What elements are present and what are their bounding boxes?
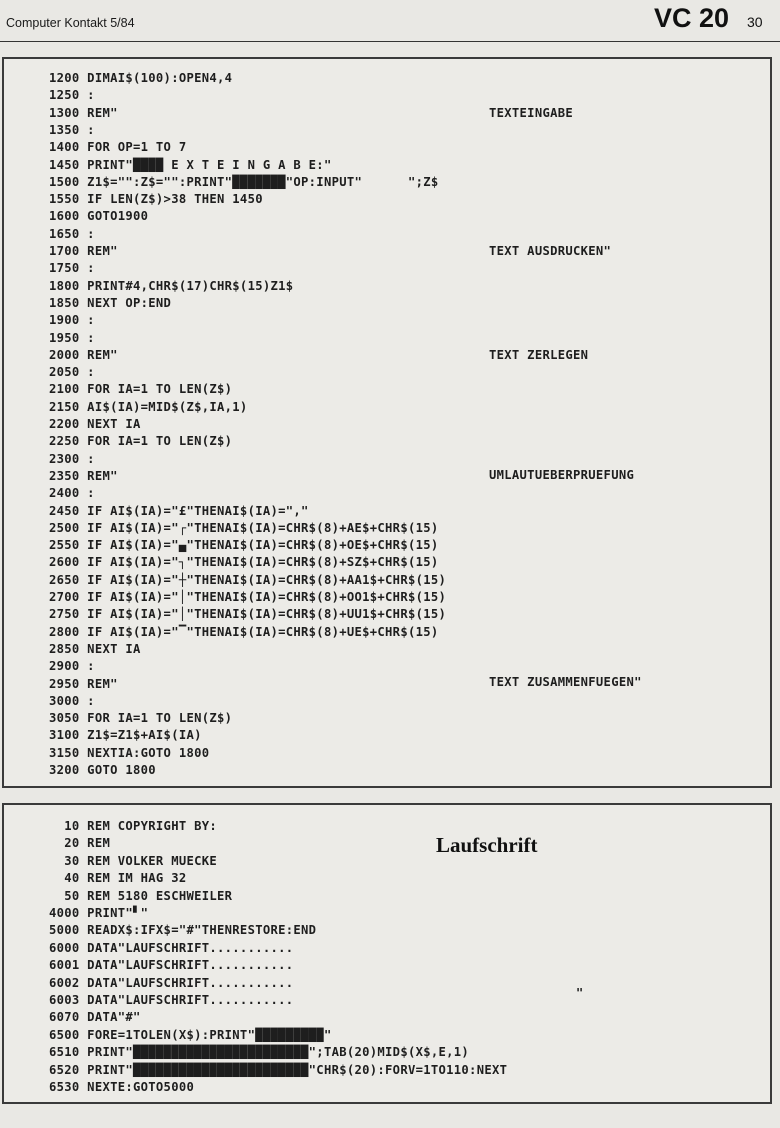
page-header — [0, 0, 780, 40]
code-line: 6002 DATA"LAUFSCHRIFT........... — [49, 975, 294, 990]
code-line: 3150 NEXTIA:GOTO 1800 — [49, 745, 210, 760]
code-line: 2300 : — [49, 451, 95, 466]
code-line: 50 REM 5180 ESCHWEILER — [49, 888, 233, 903]
code-line: 2050 : — [49, 365, 95, 380]
code-line: 1750 : — [49, 261, 95, 276]
code-line: 1800 PRINT#4,CHR$(17)CHR$(15)Z1$ — [49, 278, 294, 293]
code-line: 2800 IF AI$(IA)="▔"THENAI$(IA)=CHR$(8)+UE$+CHR$(15) — [49, 624, 439, 639]
code-line: 2250 FOR IA=1 TO LEN(Z$) — [49, 434, 233, 449]
code-line: 1700 REM" — [49, 244, 118, 258]
code-line: 1400 FOR OP=1 TO 7 — [49, 140, 187, 155]
code-line: 2900 : — [49, 659, 95, 674]
code-line: 2100 FOR IA=1 TO LEN(Z$) — [49, 382, 233, 397]
code-line: 2600 IF AI$(IA)="┐"THENAI$(IA)=CHR$(8)+SZ$+CHR$(15) — [49, 555, 439, 570]
code-line: 1350 : — [49, 122, 95, 137]
header-rule — [0, 41, 780, 42]
code-line: 1200 DIMAI$(100):OPEN4,4 — [49, 71, 233, 85]
remark-umlautueberpruefung: UMLAUTUEBERPRUEFUNG — [489, 468, 635, 482]
code-line: 4000 PRINT"▘" — [49, 906, 149, 920]
code-line: 6500 FORE=1TOLEN(X$):PRINT"█████████" — [49, 1027, 332, 1042]
code-line: 1550 IF LEN(Z$)>38 THEN 1450 — [49, 192, 263, 207]
section-title: VC 20 — [654, 3, 730, 33]
code-line: 6510 PRINT"███████████████████████";TAB(20)MID$(X$,E,1) — [49, 1045, 470, 1060]
code-line: 10 REM COPYRIGHT BY: — [49, 819, 218, 833]
code-line: 2150 AI$(IA)=MID$(Z$,IA,1) — [49, 399, 248, 414]
code-line: 1500 Z1$="":Z$="":PRINT"███████"OP:INPUT" ";Z$ — [49, 174, 439, 189]
code-line: 3000 : — [49, 693, 95, 708]
code-line: 6520 PRINT"███████████████████████"CHR$(20):FORV=1TO110:NEXT — [49, 1062, 508, 1077]
code-line: 2650 IF AI$(IA)="┼"THENAI$(IA)=CHR$(8)+AA1$+CHR$(15) — [49, 572, 447, 587]
remark-texteingabe: TEXTEINGABE — [489, 106, 574, 120]
code-line: 1450 PRINT"████ E X T E I N G A B E:" — [49, 157, 332, 172]
code-line: 2200 NEXT IA — [49, 417, 141, 431]
code-line: 2550 IF AI$(IA)="▄"THENAI$(IA)=CHR$(8)+OE$+CHR$(15) — [49, 538, 439, 553]
code-line: 2700 IF AI$(IA)="│"THENAI$(IA)=CHR$(8)+OO1$+CHR$(15) — [49, 590, 447, 604]
code-line: 2750 IF AI$(IA)="│"THENAI$(IA)=CHR$(8)+UU1$+CHR$(15) — [49, 607, 447, 622]
code-line: 1300 REM" — [49, 105, 118, 120]
code-line: 6000 DATA"LAUFSCHRIFT........... — [49, 940, 294, 955]
code-line: 2500 IF AI$(IA)="┌"THENAI$(IA)=CHR$(8)+AE$+CHR$(15) — [49, 520, 439, 535]
code-line: 1900 : — [49, 313, 95, 328]
page-number: 30 — [747, 14, 763, 30]
code-line: 2000 REM" — [49, 347, 118, 362]
code-line: 5000 READX$:IFX$="#"THENRESTORE:END — [49, 923, 317, 938]
remark-text-ausdrucken: TEXT AUSDRUCKEN" — [489, 244, 612, 258]
code-line: 3050 FOR IA=1 TO LEN(Z$) — [49, 711, 233, 726]
remark-text-zerlegen: TEXT ZERLEGEN — [489, 348, 589, 362]
code-line: 3200 GOTO 1800 — [49, 763, 156, 777]
code-line: 1600 GOTO1900 — [49, 209, 149, 224]
code-line: 6001 DATA"LAUFSCHRIFT........... — [49, 958, 294, 973]
magazine-issue: Computer Kontakt 5/84 — [6, 16, 135, 30]
stray-mark: " — [576, 986, 584, 1000]
code-line: 6530 NEXTE:GOTO5000 — [49, 1080, 195, 1094]
remark-text-zusammenfuegen: TEXT ZUSAMMENFUEGEN" — [489, 675, 642, 689]
code-line: 1850 NEXT OP:END — [49, 295, 172, 310]
code-line: 30 REM VOLKER MUECKE — [49, 853, 218, 868]
code-line: 1950 : — [49, 330, 95, 345]
code-line: 3100 Z1$=Z1$+AI$(IA) — [49, 728, 202, 743]
code-line: 6070 DATA"#" — [49, 1010, 141, 1025]
code-line: 2400 : — [49, 486, 95, 501]
listing-heading: Laufschrift — [436, 833, 538, 857]
code-line: 40 REM IM HAG 32 — [49, 871, 187, 886]
code-line: 2850 NEXT IA — [49, 641, 141, 656]
code-line: 1250 : — [49, 88, 95, 103]
code-line: 6003 DATA"LAUFSCHRIFT........... — [49, 993, 294, 1007]
code-line: 2950 REM" — [49, 676, 118, 691]
code-line: 20 REM — [49, 836, 111, 851]
code-line: 1650 : — [49, 226, 95, 241]
code-line: 2350 REM" — [49, 468, 118, 483]
code-line: 2450 IF AI$(IA)="£"THENAI$(IA)="," — [49, 503, 309, 518]
